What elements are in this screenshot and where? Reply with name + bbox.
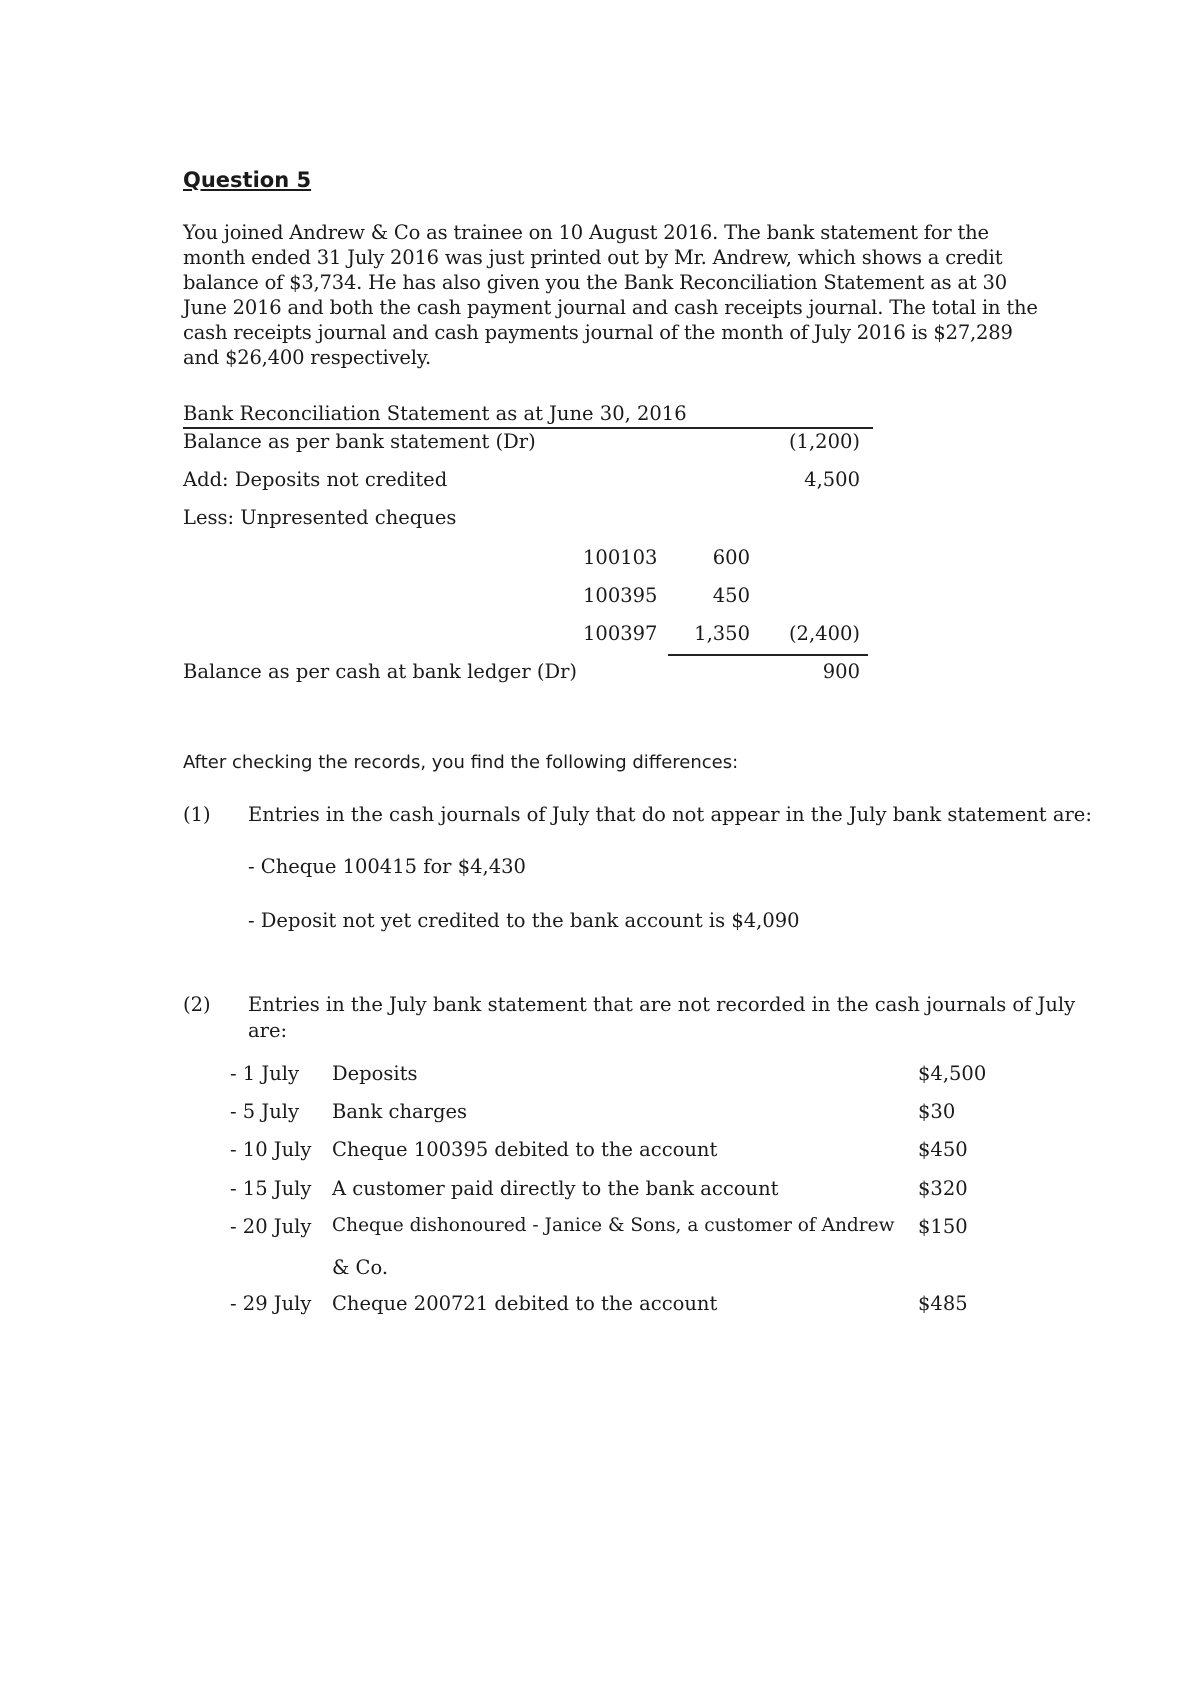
sub-item: - Deposit not yet credited to the bank account is $4,090 (248, 909, 800, 932)
item-text-continued: are: (248, 1019, 288, 1042)
entry-date: - 15 July (230, 1177, 312, 1200)
sub-item: - Cheque 100415 for $4,430 (248, 855, 526, 878)
entry-amount: $320 (918, 1177, 968, 1200)
reconciliation-title: Bank Reconciliation Statement as at June 30, 2016 (183, 402, 687, 425)
ledger-balance-label: Balance as per cash at bank ledger (Dr) (183, 660, 578, 683)
entry-description: Deposits (332, 1062, 418, 1085)
entry-amount: $485 (918, 1292, 968, 1315)
cheque-number: 100103 (583, 546, 658, 569)
entry-date: - 5 July (230, 1100, 300, 1123)
deposits-value: 4,500 (804, 468, 860, 491)
entry-amount: $150 (918, 1215, 968, 1238)
deposits-label: Add: Deposits not credited (183, 468, 448, 491)
item-text: Entries in the cash journals of July that do not appear in the July bank statement are: (248, 803, 1092, 826)
entry-description: Cheque 200721 debited to the account (332, 1292, 718, 1315)
bank-balance-label: Balance as per bank statement (Dr) (183, 430, 536, 453)
entry-amount: $4,500 (918, 1062, 987, 1085)
unpresented-label: Less: Unpresented cheques (183, 506, 457, 529)
question-intro-paragraph: You joined Andrew & Co as trainee on 10 August 2016. The bank statement for the month ended 31 July 2016 was just printed out by Mr. Andrew, which shows a credit balance of $3,734. He has also given you the Bank Reconciliation Statement as at 30 June 2016 and both the cash payment journal and cash receipts journal. The total in the cash receipts journal and cash payments journal of the month of July 2016 is $27,289 and $26,400 respectively. (183, 221, 1038, 369)
cheque-number: 100397 (583, 622, 658, 645)
subtotal-divider (668, 654, 868, 656)
item-number: (2) (183, 993, 211, 1016)
cheque-amount: 1,350 (694, 622, 750, 645)
entry-amount: $450 (918, 1138, 968, 1161)
entry-description: A customer paid directly to the bank account (332, 1177, 779, 1200)
findings-intro: After checking the records, you find the following differences: (183, 752, 739, 773)
entry-description-continued: & Co. (332, 1256, 389, 1279)
entry-description: Cheque dishonoured - Janice & Sons, a customer of Andrew (332, 1215, 895, 1236)
ledger-balance-value: 900 (822, 660, 860, 683)
cheque-amount: 600 (712, 546, 750, 569)
entry-description: Cheque 100395 debited to the account (332, 1138, 718, 1161)
item-number: (1) (183, 803, 211, 826)
entry-date: - 10 July (230, 1138, 312, 1161)
cheques-total: (2,400) (788, 622, 860, 645)
cheque-amount: 450 (712, 584, 750, 607)
entry-date: - 20 July (230, 1215, 312, 1238)
bank-balance-value: (1,200) (788, 430, 860, 453)
cheque-number: 100395 (583, 584, 658, 607)
title-divider (183, 427, 873, 429)
entry-date: - 1 July (230, 1062, 300, 1085)
item-text: Entries in the July bank statement that are not recorded in the cash journals of July (248, 993, 1076, 1016)
entry-amount: $30 (918, 1100, 956, 1123)
question-heading: Question 5 (183, 168, 312, 192)
entry-date: - 29 July (230, 1292, 312, 1315)
entry-description: Bank charges (332, 1100, 467, 1123)
